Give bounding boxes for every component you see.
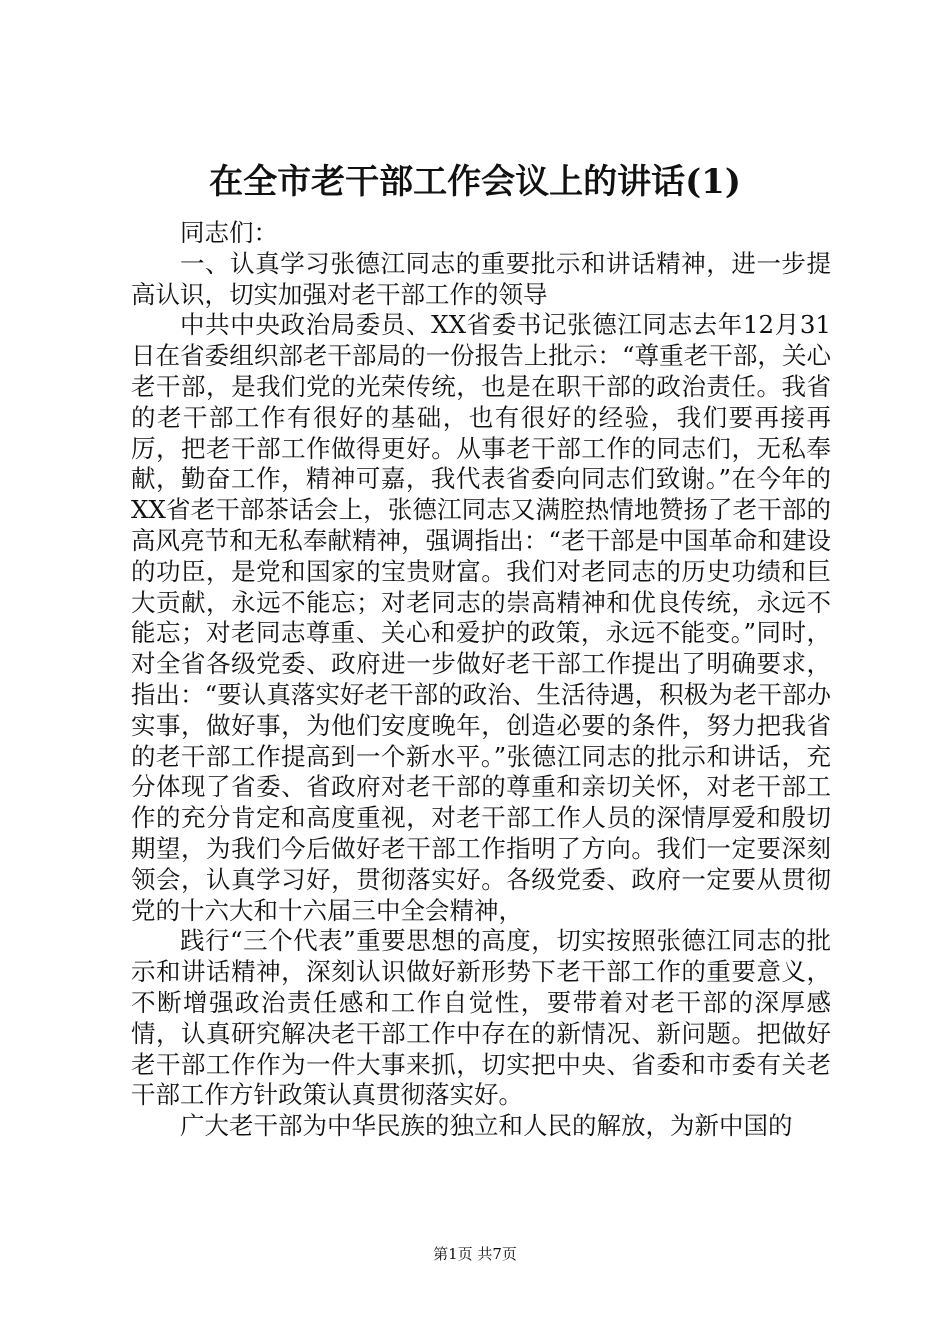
document-title: 在全市老干部工作会议上的讲话(1)	[209, 162, 741, 202]
paragraph-salutation: 同志们：	[180, 218, 278, 247]
paragraph-body: 广大老干部为中华民族的独立和人民的解放，为新中国的	[180, 1111, 793, 1141]
paragraph-body: 践行“三个代表”重要思想的高度，切实按照张德江同志的批示和讲话精神，深刻认识做好新形势下老干部工作的重要意义，不断增强政治责任感和工作自觉性，要带着对老干部的深厚感情，认真研究解决老干部工作中存在的新情况、新问题。把做好老干部工作作为一件大事来抓，切实把中央、省委和市委有关老干部工作方针政策认真贯彻落实好。	[131, 926, 831, 1110]
page-number-footer: 第1页 共7页	[433, 1245, 517, 1263]
paragraph-section-heading: 一、认真学习张德江同志的重要批示和讲话精神，进一步提高认识，切实加强对老干部工作的领导	[131, 248, 831, 309]
document-body	[131, 218, 831, 1142]
paragraph-body: 中共中央政治局委员、XX省委书记张德江同志去年12月31日在省委组织部老干部局的一份报告上批示：“尊重老干部，关心老干部，是我们党的光荣传统，也是在职干部的政治责任。我省的老干部工作有很好的基础，也有很好的经验，我们要再接再厉，把老干部工作做得更好。从事老干部工作的同志们，无私奉献，勤奋工作，精神可嘉，我代表省委向同志们致谢。”在今年的XX省老干部茶话会上，张德江同志又满腔热情地赞扬了老干部的高风亮节和无私奉献精神，强调指出：“老干部是中国革命和建设的功臣，是党和国家的宝贵财富。我们对老同志的历史功绩和巨大贡献，永远不能忘；对老同志的崇高精神和优良传统，永远不能忘；对老同志尊重、关心和爱护的政策，永远不能变。”同时，对全省各级党委、政府进一步做好老干部工作提出了明确要求，指出：“要认真落实好老干部的政治、生活待遇，积极为老干部办实事，做好事，为他们安度晚年，创造必要的条件，努力把我省的老干部工作提高到一个新水平。”张德江同志的批示和讲话，充分体现了省委、省政府对老干部的尊重和亲切关怀，对老干部工作的充分肯定和高度重视，对老干部工作人员的深情厚爱和殷切期望，为我们今后做好老干部工作指明了方向。我们一定要深刻领会，认真学习好，贯彻落实好。各级党委、政府一定要从贯彻党的十六大和十六届三中全会精神，	[131, 310, 831, 925]
